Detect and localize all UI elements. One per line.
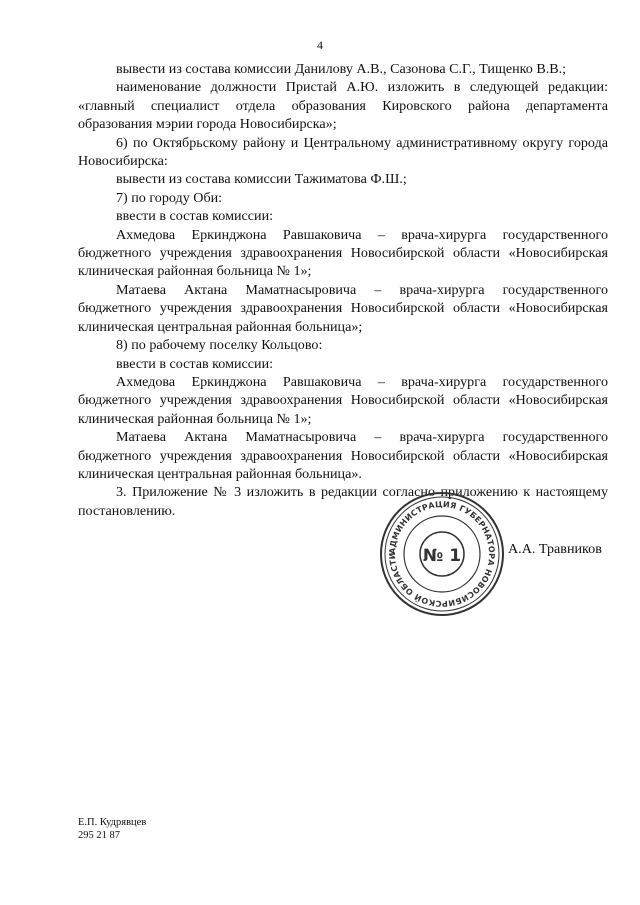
seal-ring-text: АДМИНИСТРАЦИЯ ГУБЕРНАТОРА НОВОСИБИРСКОЙ ОБЛАСТИ [387, 499, 497, 609]
paragraph: 7) по городу Оби: [116, 189, 223, 206]
executor-block [78, 816, 146, 842]
document-body [78, 60, 608, 520]
official-seal [378, 490, 506, 618]
executor-name: Е.П. Кудрявцев [78, 817, 147, 828]
paragraph: ввести в состав комиссии: [116, 355, 274, 372]
paragraph: наименование должности Пристай А.Ю. изложить в следующей редакции: «главный специалист отдела образования Кировского района департамента образования мэрии города Новосибирска»; [78, 79, 608, 133]
paragraph: Ахмедова Еркинджона Равшаковича – врача-хирурга государственного бюджетного учреждения здравоохранения Новосибирской области «Новосибирская клиническая районная больница № 1»; [78, 226, 608, 280]
seal-icon [378, 490, 506, 618]
signer-name: А.А. Травников [508, 541, 602, 557]
paragraph: Матаева Актана Маматнасыровича – врача-хирурга государственного бюджетного учреждения здравоохранения Новосибирской области «Новосибирская клиническая центральная районная больница». [78, 429, 608, 482]
paragraph: вывести из состава комиссии Данилову А.В., Сазонова С.Г., Тищенко В.В.; [116, 61, 567, 77]
paragraph: Ахмедова Еркинджона Равшаковича – врача-хирурга государственного бюджетного учреждения здравоохранения Новосибирской области «Новосибирская клиническая районная больница № 1»; [78, 373, 608, 427]
paragraph: Матаева Актана Маматнасыровича – врача-хирурга государственного бюджетного учреждения здравоохранения Новосибирской области «Новосибирская клиническая центральная районная больница»; [78, 281, 608, 335]
paragraph: вывести из состава комиссии Тажиматова Ф.Ш.; [116, 171, 407, 188]
paragraph: ввести в состав комиссии: [116, 208, 274, 225]
paragraph: 6) по Октябрьскому району и Центральному административному округу города Новосибирска: [78, 134, 608, 170]
paragraph: 8) по рабочему поселку Кольцово: [116, 337, 323, 354]
paragraph: 3. Приложение № 3 изложить в редакции согласно приложению к настоящему постановлению. [78, 484, 608, 519]
executor-phone: 295 21 87 [78, 830, 120, 841]
seal-center-text: № 1 [422, 546, 462, 566]
page-number: 4 [317, 38, 323, 52]
